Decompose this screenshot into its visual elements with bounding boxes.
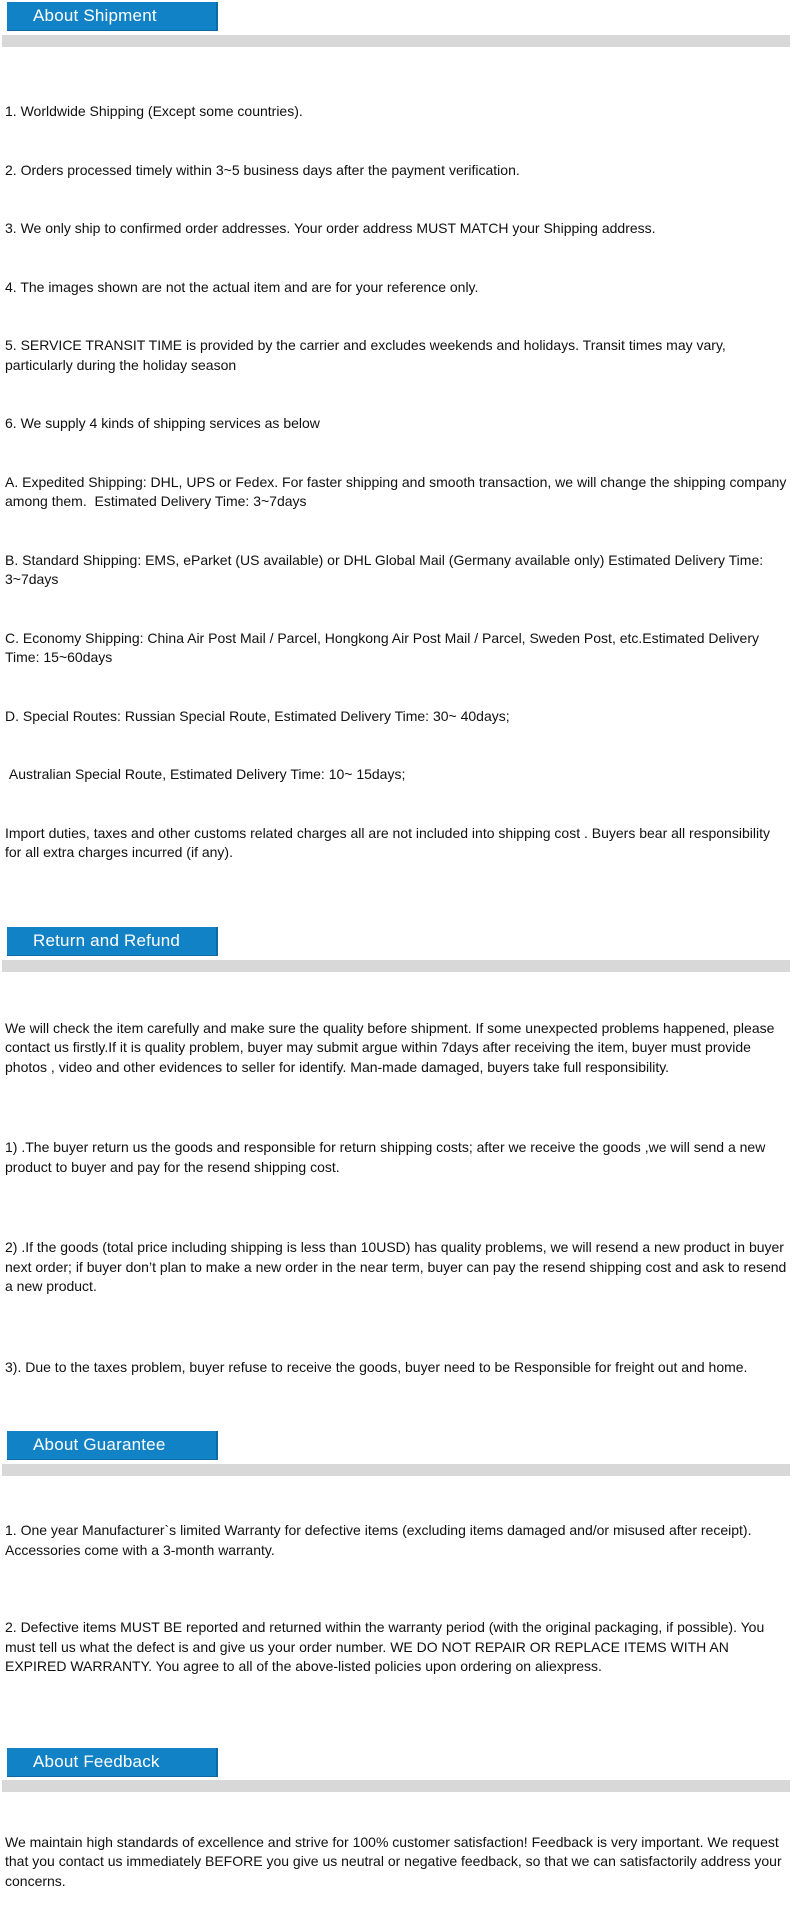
section-about-shipment <box>0 2 800 902</box>
section-header-return-and-refund: Return and Refund <box>7 927 218 956</box>
section-header-about-feedback: About Feedback <box>7 1748 218 1777</box>
section-divider <box>2 35 790 47</box>
shipment-line: Australian Special Route, Estimated Delivery Time: 10~ 15days; <box>5 765 788 785</box>
section-header-about-guarantee: About Guarantee <box>7 1431 218 1460</box>
guarantee-text-block <box>0 1482 800 1735</box>
shipment-line: 6. We supply 4 kinds of shipping services as below <box>5 414 788 434</box>
shipment-line: 5. SERVICE TRANSIT TIME is provided by the carrier and excludes weekends and holidays. Transit times may vary, particularly during the holiday season <box>5 336 788 375</box>
shipment-text-block <box>0 63 800 902</box>
return-refund-text-block <box>0 980 800 1417</box>
shipment-line: A. Expedited Shipping: DHL, UPS or Fedex. For faster shipping and smooth transaction, we will change the shipping company among them. Estimated Delivery Time: 3~7days <box>5 473 788 512</box>
shipment-line: 2. Orders processed timely within 3~5 business days after the payment verification. <box>5 161 788 181</box>
shipment-line: 3. We only ship to confirmed order addresses. Your order address MUST MATCH your Shipping address. <box>5 219 788 239</box>
section-divider <box>2 960 790 972</box>
shipment-line: 1. Worldwide Shipping (Except some countries). <box>5 102 788 122</box>
return-refund-paragraph: We will check the item carefully and make sure the quality before shipment. If some unexpected problems happened, please contact us firstly.If it is quality problem, buyer may submit argue within 7days after receiving the item, buyer must provide photos , video and other evidences to seller for identify. Man-made damaged, buyers take full responsibility. <box>5 1019 788 1078</box>
shipment-line: C. Economy Shipping: China Air Post Mail / Parcel, Hongkong Air Post Mail / Parcel, Sweden Post, etc.Estimated Delivery Time: 15~60days <box>5 629 788 668</box>
shipment-line: D. Special Routes: Russian Special Route, Estimated Delivery Time: 30~ 40days; <box>5 707 788 727</box>
feedback-paragraph: We maintain high standards of excellence and strive for 100% customer satisfaction! Feedback is very important. We request that you contact us immediately BEFORE you give us neutral or negative feedback, so that we can satisfactorily address your concerns. <box>5 1833 788 1892</box>
return-refund-paragraph: 3). Due to the taxes problem, buyer refuse to receive the goods, buyer need to be Responsible for freight out and home. <box>5 1358 788 1378</box>
shipment-line: Import duties, taxes and other customs related charges all are not included into shipping cost . Buyers bear all responsibility for all extra charges incurred (if any). <box>5 824 788 863</box>
section-about-guarantee <box>0 1431 800 1735</box>
feedback-text-block <box>0 1794 800 1930</box>
return-refund-paragraph: 1) .The buyer return us the goods and responsible for return shipping costs; after we receive the goods ,we will send a new product to buyer and pay for the resend shipping cost. <box>5 1138 788 1177</box>
guarantee-paragraph: 2. Defective items MUST BE reported and returned within the warranty period (with the original packaging, if possible). You must tell us what the defect is and give us your order number. WE DO NOT REPAIR OR REPLACE ITEMS WITH AN EXPIRED WARRANTY. You agree to all of the above-listed policies upon ordering on aliexpress. <box>5 1618 788 1677</box>
guarantee-paragraph: 1. One year Manufacturer`s limited Warranty for defective items (excluding items damaged and/or misused after receipt). Accessories come with a 3-month warranty. <box>5 1521 788 1560</box>
return-refund-paragraph: 2) .If the goods (total price including shipping is less than 10USD) has quality problems, we will resend a new product in buyer next order; if buyer don’t plan to make a new order in the near term, buyer can pay the resend shipping cost and ask to resend a new product. <box>5 1238 788 1297</box>
section-divider <box>2 1464 790 1476</box>
section-header-about-shipment: About Shipment <box>7 2 218 31</box>
shipment-line: 4. The images shown are not the actual item and are for your reference only. <box>5 278 788 298</box>
section-divider <box>2 1780 790 1792</box>
shipment-line: B. Standard Shipping: EMS, eParket (US available) or DHL Global Mail (Germany available only) Estimated Delivery Time: 3~7days <box>5 551 788 590</box>
section-about-feedback <box>0 1748 800 1930</box>
section-return-and-refund <box>0 927 800 1417</box>
